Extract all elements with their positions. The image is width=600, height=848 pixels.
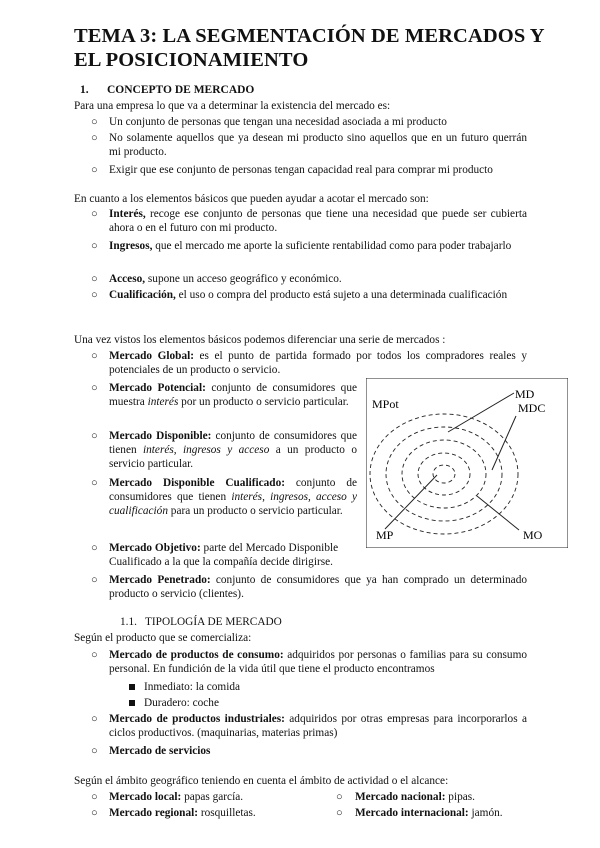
market-industriales: Mercado de productos industriales: adquiridos por otras empresas para incorporarlos a ciclos productivos. (maquinarias, materias primas) [109,713,527,739]
circle-bullet: ○ [91,350,98,362]
circle-bullet: ○ [91,273,98,285]
geo-item: Mercado local: papas garcía. [109,791,244,803]
page-title: TEMA 3: LA SEGMENTACIÓN DE MERCADOS Y EL POSICIONAMIENTO [74,25,544,71]
element-item: Acceso, supone un acceso geográfico y económico. [109,273,342,285]
circle-bullet: ○ [91,477,98,489]
label-md: MD [515,387,535,401]
circle-bullet: ○ [336,807,343,819]
market-penetrado: Mercado Penetrado: conjunto de consumidores que ya han comprado un determinado producto o servicio (clientes). [109,574,527,600]
markets-intro: Una vez vistos los elementos básicos podemos diferenciar una serie de mercados : [74,334,446,346]
circle-bullet: ○ [91,116,98,128]
element-item: Cualificación, el uso o compra del producto está sujeto a una determinada cualificación [109,289,508,301]
subsection-number: 1.1. [120,616,137,628]
circle-bullet: ○ [91,807,98,819]
consumo-item: Inmediato: la comida [144,681,240,693]
circle-bullet: ○ [91,430,98,442]
elements-intro: En cuanto a los elementos básicos que pueden ayudar a acotar el mercado son: [74,193,429,205]
market-consumo: Mercado de productos de consumo: adquiridos por personas o familias para su consumo personal. En fundición de la vida útil que tiene el producto encontramos [109,649,528,675]
circle-bullet: ○ [91,745,98,757]
market-disponible: Mercado Disponible: conjunto de consumidores que tienen interés, ingresos y acceso a un producto o servicio particular. [109,430,357,470]
circle-bullet: ○ [91,542,98,554]
circle-bullet: ○ [91,649,98,661]
circle-bullet: ○ [91,713,98,725]
subsection-intro: Según el producto que se comercializa: [74,632,252,644]
market-cualificado: Mercado Disponible Cualificado: conjunto de consumidores que tienen interés, ingresos, acceso y cualificación para un producto o servicio particular. [109,477,357,517]
element-item: Ingresos, que el mercado me aporte la suficiente rentabilidad como para poder trabajarlo [109,240,512,252]
market-potencial: Mercado Potencial: conjunto de consumidores que muestra interés por un producto o servicio particular. [109,382,357,408]
circle-bullet: ○ [91,164,98,176]
section-heading: CONCEPTO DE MERCADO [107,84,255,96]
label-mo: MO [523,528,543,542]
market-objetivo: Mercado Objetivo: parte del Mercado Disponible Cualificado a la que la compañía decide dirigirse. [109,542,339,568]
square-bullet [129,684,135,690]
market-diagram [366,378,568,548]
geo-intro: Según el ámbito geográfico teniendo en cuenta el ámbito de actividad o el alcance: [74,775,449,787]
list-item: Un conjunto de personas que tengan una necesidad asociada a mi producto [109,116,447,128]
market-servicios: Mercado de servicios [109,745,211,757]
circle-bullet: ○ [91,132,98,144]
circle-bullet: ○ [91,289,98,301]
market-global: Mercado Global: es el punto de partida formado por todos los compradores reales y potenciales de un producto o servicio. [109,350,527,376]
list-item: Exigir que ese conjunto de personas tengan capacidad real para comprar mi producto [109,164,493,176]
element-item: Interés, recoge ese conjunto de personas que tiene una necesidad que puede ser cubierta ahora o en el futuro con mi producto. [109,208,527,234]
circle-bullet: ○ [336,791,343,803]
circle-bullet: ○ [91,574,98,586]
section-number: 1. [80,84,89,96]
consumo-item: Duradero: coche [144,697,219,709]
circle-bullet: ○ [91,791,98,803]
square-bullet [129,700,135,706]
label-mpot: MPot [372,397,399,411]
label-mp: MP [376,528,394,542]
subsection-heading: TIPOLOGÍA DE MERCADO [145,616,282,628]
circle-bullet: ○ [91,382,98,394]
geo-item: Mercado nacional: pipas. [355,791,475,803]
geo-item: Mercado regional: rosquilletas. [109,807,256,819]
section-intro: Para una empresa lo que va a determinar la existencia del mercado es: [74,100,391,112]
circle-bullet: ○ [91,240,98,252]
label-mdc: MDC [518,401,546,415]
circle-bullet: ○ [91,208,98,220]
geo-item: Mercado internacional: jamón. [355,807,503,819]
list-item: No solamente aquellos que ya desean mi producto sino aquellos que en un futuro querrán mi producto. [109,132,527,158]
